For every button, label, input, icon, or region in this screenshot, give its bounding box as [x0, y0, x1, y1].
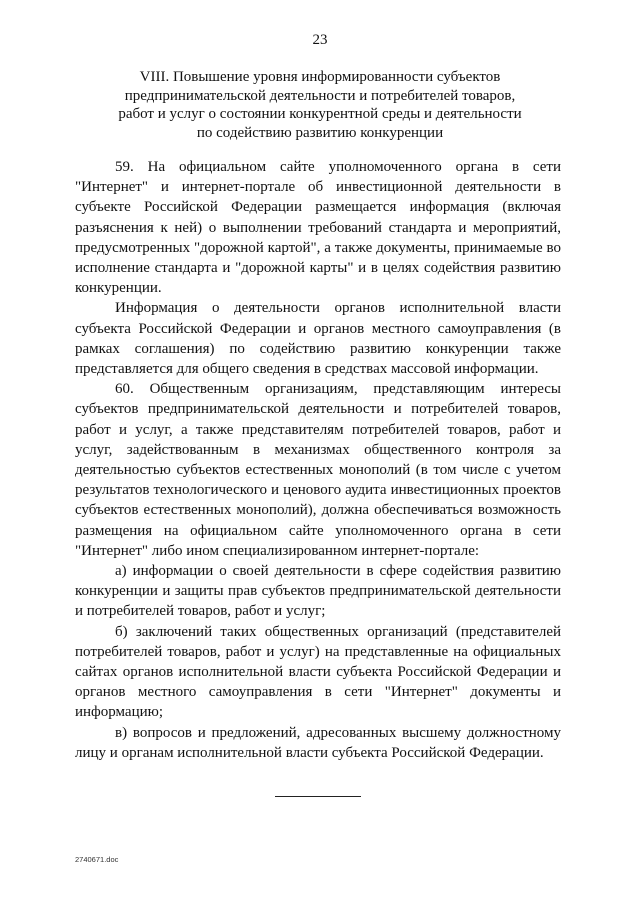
- section-heading-line: работ и услуг о состоянии конкурентной среды и деятельности: [118, 106, 522, 122]
- document-id: 2740671.doc: [75, 855, 119, 864]
- page-number: 23: [312, 32, 328, 48]
- section-heading-line: VIII. Повышение уровня информированности субъектов: [139, 69, 501, 85]
- list-item-c: в) вопросов и предложений, адресованных высшему должностному лицу и органам исполнительной власти субъекта Российской Федерации.: [75, 724, 561, 761]
- list-item-b: б) заключений таких общественных организаций (представителей потребителей товаров, работ и услуг) на представленные на официальных сайтах органов исполнительной власти субъекта Российской Федерации и органов местного самоуправления в сети "Интернет" документы и информацию;: [75, 623, 561, 721]
- list-item-a: а) информации о своей деятельности в сфере содействия развитию конкуренции и защиты прав субъектов предпринимательской деятельности и потребителей товаров, работ и услуг;: [75, 563, 561, 620]
- section-heading-line: предпринимательской деятельности и потребителей товаров,: [124, 87, 516, 104]
- section-heading: [90, 68, 550, 142]
- section-heading-line: по содействию развитию конкуренции: [196, 124, 444, 141]
- document-body: [75, 157, 561, 763]
- paragraph-59-info: Информация о деятельности органов исполнительной власти субъекта Российской Федерации и органов местного самоуправления (в рамках соглашения) по содействию развитию конкуренции также представляется для общего сведения в средствах массовой информации.: [75, 300, 561, 378]
- end-rule-divider: [275, 796, 361, 797]
- paragraph-59: 59. На официальном сайте уполномоченного органа в сети "Интернет" и интернет-портале об инвестиционной деятельности в субъекте Российской Федерации размещается информация (включая разъяснения к ней) о выполнении требований стандарта и мероприятий, предусмотренных "дорожной картой", а также документы, принимаемые во исполнение стандарта и "дорожной карты" и в целях содействия развитию конкуренции.: [75, 159, 561, 297]
- paragraph-60: 60. Общественным организациям, представляющим интересы субъектов предпринимательской деятельности и потребителей товаров, работ и услуг, а также представителям потребителей товаров, работ и услуг, задействованным в механизмах общественного контроля за деятельностью субъектов естественных монополий (в том числе с учетом результатов технологического и ценового аудита инвестиционных проектов субъектов естественных монополий), должна обеспечиваться возможность размещения на официальном сайте уполномоченного органа в сети "Интернет" либо ином специализированном интернет-портале:: [75, 381, 561, 559]
